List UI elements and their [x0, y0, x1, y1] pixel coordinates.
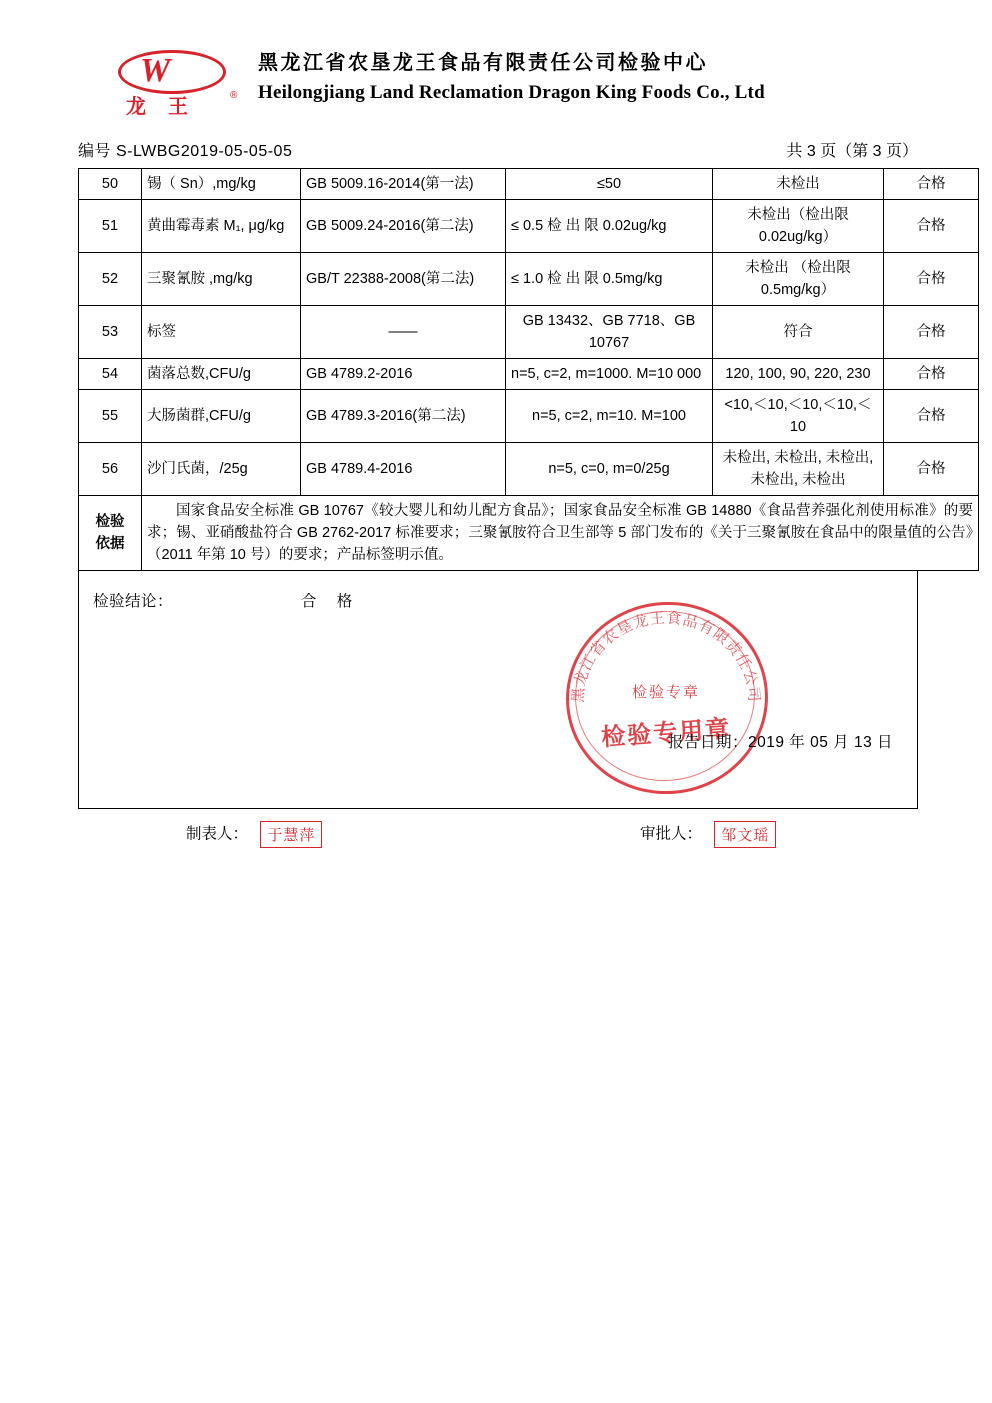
row-standard: n=5, c=2, m=10. M=100 [506, 390, 713, 443]
row-conclusion: 合格 [884, 306, 979, 359]
row-result: 未检出 （检出限 0.5mg/kg） [713, 253, 884, 306]
logo-letter: W [140, 52, 168, 89]
row-standard: n=5, c=2, m=1000. M=10 000 [506, 359, 713, 390]
preparer-signature-stamp: 于慧萍 [260, 821, 322, 848]
row-conclusion: 合格 [884, 359, 979, 390]
row-item: 标签 [142, 306, 301, 359]
row-method: GB/T 22388-2008(第二法) [301, 253, 506, 306]
approver-label: 审批人： [640, 825, 703, 843]
row-number: 54 [79, 359, 142, 390]
conclusion-label: 检验结论： [93, 593, 174, 610]
basis-text: 国家食品安全标准 GB 10767《较大婴儿和幼儿配方食品》；国家食品安全标准 GB 14880《食品营养强化剂使用标准》的要求；锡、亚硝酸盐符合 GB 2762-2017 标准要求；三聚氰胺符合卫生部等 5 部门发布的《关于三聚氰胺在食品中的限量值的公告》（2011 年第 10 号）的要求；产品标签明示值。 [147, 503, 973, 563]
company-logo [118, 50, 238, 118]
row-result: <10,＜10,＜10,＜10,＜10 [713, 390, 884, 443]
row-result: 未检出（检出限 0.02ug/kg） [713, 200, 884, 253]
row-standard: ≤50 [506, 169, 713, 200]
report-number: 编号 S-LWBG2019-05-05-05 [78, 143, 293, 160]
row-number: 53 [79, 306, 142, 359]
preparer-label: 制表人： [186, 825, 249, 843]
approver-block [640, 821, 776, 848]
conclusion-value: 合 格 [301, 593, 361, 610]
row-number: 50 [79, 169, 142, 200]
row-method: GB 4789.4-2016 [301, 443, 506, 496]
row-method: GB 5009.24-2016(第二法) [301, 200, 506, 253]
row-item: 锡（ Sn）,mg/kg [142, 169, 301, 200]
row-standard: ≤ 1.0 检 出 限 0.5mg/kg [506, 253, 713, 306]
seal-bottom-text: 检验专用章 [600, 715, 732, 752]
conclusion-box [78, 571, 918, 809]
row-method: —— [301, 306, 506, 359]
test-results-table [78, 168, 979, 571]
row-method: GB 5009.16-2014(第一法) [301, 169, 506, 200]
seal-inner-ring [567, 602, 764, 790]
row-conclusion: 合格 [884, 443, 979, 496]
row-number: 55 [79, 390, 142, 443]
row-conclusion: 合格 [884, 169, 979, 200]
row-result: 未检出, 未检出, 未检出, 未检出, 未检出 [713, 443, 884, 496]
company-title-en: Heilongjiang Land Reclamation Dragon King Foods Co., Ltd [258, 82, 765, 103]
table-row [79, 443, 979, 496]
row-item: 三聚氰胺 ,mg/kg [142, 253, 301, 306]
row-item: 大肠菌群,CFU/g [142, 390, 301, 443]
row-standard: GB 13432、GB 7718、GB 10767 [506, 306, 713, 359]
basis-row [79, 496, 979, 571]
row-conclusion: 合格 [884, 390, 979, 443]
row-method: GB 4789.3-2016(第二法) [301, 390, 506, 443]
row-item: 菌落总数,CFU/g [142, 359, 301, 390]
basis-text-cell [142, 496, 979, 571]
row-result: 120, 100, 90, 220, 230 [713, 359, 884, 390]
document-header [0, 48, 992, 118]
report-date: 报告日期：2019 年 05 月 13 日 [668, 734, 893, 751]
table-row [79, 359, 979, 390]
row-standard: n=5, c=0, m=0/25g [506, 443, 713, 496]
basis-label-line2: 依据 [95, 536, 125, 552]
table-row [79, 200, 979, 253]
row-conclusion: 合格 [884, 200, 979, 253]
row-number: 51 [79, 200, 142, 253]
seal-outer-ring [557, 592, 778, 804]
logo-oval-shape [118, 50, 226, 94]
row-number: 56 [79, 443, 142, 496]
row-result: 未检出 [713, 169, 884, 200]
svg-text:黑龙江省农垦龙王食品有限责任公司: 黑龙江省农垦龙王食品有限责任公司 [569, 609, 763, 704]
seal-center-text: 检验专章 [631, 684, 700, 701]
row-method: GB 4789.2-2016 [301, 359, 506, 390]
table-row [79, 169, 979, 200]
row-item: 黄曲霉毒素 M₁, μg/kg [142, 200, 301, 253]
table-row [79, 390, 979, 443]
preparer-block [186, 821, 322, 848]
official-seal-icon [561, 597, 771, 797]
row-number: 52 [79, 253, 142, 306]
seal-arc-text [561, 597, 771, 797]
registered-trademark-icon: ® [230, 90, 238, 101]
row-standard: ≤ 0.5 检 出 限 0.02ug/kg [506, 200, 713, 253]
row-item: 沙门氏菌，/25g [142, 443, 301, 496]
table-row [79, 306, 979, 359]
approver-signature-stamp: 邹文瑶 [714, 821, 776, 848]
page-indicator: 共 3 页（第 3 页） [786, 143, 918, 160]
signature-row [78, 809, 918, 859]
header-title-block [258, 48, 958, 108]
basis-label-line1: 检验 [95, 514, 125, 530]
logo-chinese-name: 龙王 [126, 96, 210, 118]
company-title-cn: 黑龙江省农垦龙王食品有限责任公司检验中心 [258, 52, 708, 74]
subheader [78, 138, 918, 161]
basis-label [79, 496, 142, 571]
row-result: 符合 [713, 306, 884, 359]
row-conclusion: 合格 [884, 253, 979, 306]
table-row [79, 253, 979, 306]
